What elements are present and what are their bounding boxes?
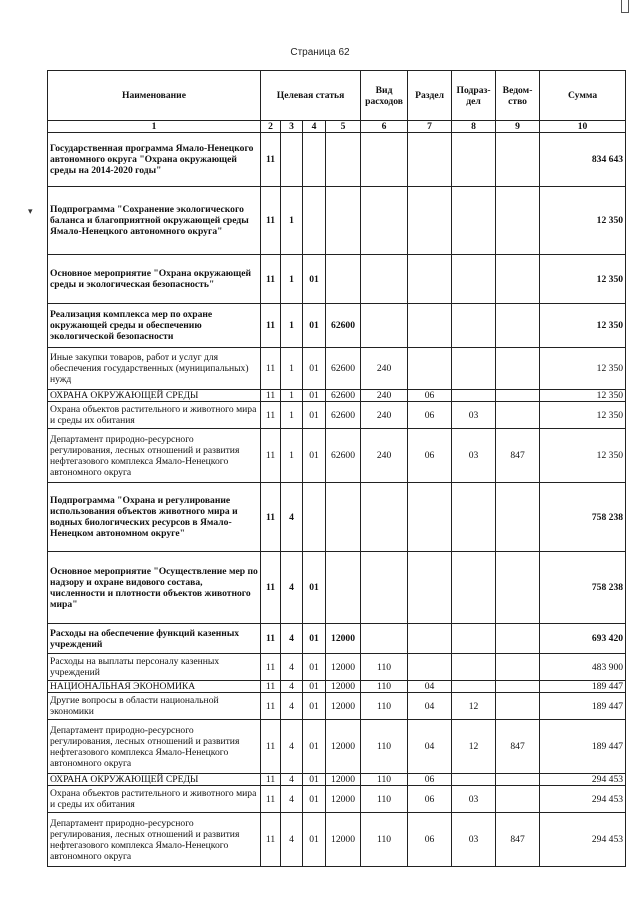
row-name: Реализация комплекса мер по охране окружающей среды и обеспечению экологической безопасности (48, 304, 261, 348)
row-c3: 4 (281, 681, 303, 693)
row-c2: 11 (261, 255, 281, 304)
row-c2: 11 (261, 348, 281, 390)
header-row (48, 71, 626, 121)
row-sum: 483 900 (540, 654, 626, 681)
row-c2: 11 (261, 624, 281, 654)
row-c5: 12000 (326, 681, 361, 693)
row-razdel (408, 187, 452, 255)
row-vedomstvo (496, 624, 540, 654)
row-c5: 12000 (326, 624, 361, 654)
row-vedomstvo (496, 390, 540, 402)
row-c4: 01 (303, 304, 326, 348)
row-podrazdel (452, 133, 496, 187)
stray-mark: ▾ (28, 206, 33, 216)
row-name: Расходы на обеспечение функций казенных учреждений (48, 624, 261, 654)
header-name: Наименование (48, 71, 261, 121)
header-vid: Вид расходов (361, 71, 408, 121)
row-c3: 4 (281, 693, 303, 720)
row-podrazdel (452, 304, 496, 348)
row-razdel (408, 654, 452, 681)
row-c2: 11 (261, 304, 281, 348)
row-vid: 110 (361, 654, 408, 681)
row-c2: 11 (261, 133, 281, 187)
header-podrazdel: Подраз-дел (452, 71, 496, 121)
row-podrazdel: 03 (452, 402, 496, 429)
row-name: Основное мероприятие "Осуществление мер по надзору и охране видового состава, численности и плотности объектов животного мира" (48, 552, 261, 624)
row-c4: 01 (303, 624, 326, 654)
row-vedomstvo (496, 255, 540, 304)
row-name: Другие вопросы в области национальной экономики (48, 693, 261, 720)
row-c4: 01 (303, 681, 326, 693)
row-c5: 12000 (326, 813, 361, 867)
row-c5: 12000 (326, 654, 361, 681)
table-row (48, 255, 626, 304)
row-sum: 758 238 (540, 483, 626, 552)
row-c3: 1 (281, 304, 303, 348)
row-c4: 01 (303, 348, 326, 390)
row-c5: 12000 (326, 774, 361, 786)
row-c5 (326, 187, 361, 255)
row-c4: 01 (303, 402, 326, 429)
row-c5: 12000 (326, 786, 361, 813)
row-vid (361, 552, 408, 624)
header-summa: Сумма (540, 71, 626, 121)
row-vedomstvo (496, 187, 540, 255)
row-c2: 11 (261, 813, 281, 867)
header-target: Целевая статья (261, 71, 361, 121)
row-name: ОХРАНА ОКРУЖАЮЩЕЙ СРЕДЫ (48, 390, 261, 402)
row-c2: 11 (261, 774, 281, 786)
row-vid (361, 304, 408, 348)
row-podrazdel (452, 390, 496, 402)
table-row (48, 429, 626, 483)
row-c2: 11 (261, 552, 281, 624)
table-row (48, 133, 626, 187)
row-c4 (303, 187, 326, 255)
row-c4: 01 (303, 813, 326, 867)
row-c3: 4 (281, 813, 303, 867)
row-c5: 12000 (326, 693, 361, 720)
row-c5: 12000 (326, 720, 361, 774)
row-sum: 12 350 (540, 187, 626, 255)
page-label: Страница 62 (290, 47, 350, 58)
column-number: 2 (261, 121, 281, 133)
column-number: 5 (326, 121, 361, 133)
row-vedomstvo (496, 552, 540, 624)
row-sum: 189 447 (540, 681, 626, 693)
row-podrazdel (452, 348, 496, 390)
row-razdel (408, 255, 452, 304)
row-c2: 11 (261, 681, 281, 693)
row-vid (361, 133, 408, 187)
row-vid (361, 255, 408, 304)
table-row (48, 552, 626, 624)
row-name: Основное мероприятие "Охрана окружающей среды и экологическая безопасность" (48, 255, 261, 304)
row-c4: 01 (303, 390, 326, 402)
row-podrazdel (452, 552, 496, 624)
row-vid: 240 (361, 348, 408, 390)
row-sum: 12 350 (540, 402, 626, 429)
table-row (48, 390, 626, 402)
row-c3: 4 (281, 483, 303, 552)
row-sum: 12 350 (540, 348, 626, 390)
row-podrazdel (452, 483, 496, 552)
row-c4: 01 (303, 654, 326, 681)
row-c2: 11 (261, 483, 281, 552)
row-razdel (408, 624, 452, 654)
column-number: 8 (452, 121, 496, 133)
corner-mark (621, 0, 629, 13)
row-c5: 62600 (326, 390, 361, 402)
row-c2: 11 (261, 390, 281, 402)
row-podrazdel: 12 (452, 720, 496, 774)
column-number: 3 (281, 121, 303, 133)
table-row (48, 693, 626, 720)
row-c4 (303, 133, 326, 187)
row-c4: 01 (303, 774, 326, 786)
row-vid: 110 (361, 693, 408, 720)
table-row (48, 483, 626, 552)
row-name: Охрана объектов растительного и животного мира и среды их обитания (48, 402, 261, 429)
row-sum: 12 350 (540, 390, 626, 402)
row-c2: 11 (261, 654, 281, 681)
row-c3 (281, 133, 303, 187)
row-sum: 294 453 (540, 774, 626, 786)
row-podrazdel (452, 187, 496, 255)
row-podrazdel (452, 654, 496, 681)
row-vedomstvo (496, 304, 540, 348)
row-c3: 1 (281, 429, 303, 483)
column-number: 7 (408, 121, 452, 133)
row-c3: 4 (281, 654, 303, 681)
row-c2: 11 (261, 720, 281, 774)
row-vid: 110 (361, 681, 408, 693)
row-name: Иные закупки товаров, работ и услуг для обеспечения государственных (муниципальных) нужд (48, 348, 261, 390)
table-row (48, 402, 626, 429)
row-name: Подпрограмма "Сохранение экологического баланса и благоприятной окружающей среды Ямало-Ненецкого автономного округа" (48, 187, 261, 255)
row-vid: 240 (361, 390, 408, 402)
header-razdel: Раздел (408, 71, 452, 121)
row-podrazdel: 03 (452, 429, 496, 483)
row-sum: 12 350 (540, 429, 626, 483)
row-podrazdel (452, 255, 496, 304)
row-razdel: 06 (408, 774, 452, 786)
row-name: НАЦИОНАЛЬНАЯ ЭКОНОМИКА (48, 681, 261, 693)
row-name: Подпрограмма "Охрана и регулирование использования объектов животного мира и водных биологических ресурсов в Ямало-Ненецком автономном округе" (48, 483, 261, 552)
row-sum: 12 350 (540, 255, 626, 304)
row-podrazdel (452, 774, 496, 786)
row-sum: 834 643 (540, 133, 626, 187)
column-number: 10 (540, 121, 626, 133)
row-c5: 62600 (326, 348, 361, 390)
row-sum: 693 420 (540, 624, 626, 654)
table-row (48, 681, 626, 693)
column-number-row (48, 121, 626, 133)
row-razdel: 04 (408, 693, 452, 720)
row-vid: 110 (361, 720, 408, 774)
row-razdel (408, 348, 452, 390)
row-podrazdel: 03 (452, 786, 496, 813)
row-c5 (326, 552, 361, 624)
row-name: Департамент природно-ресурсного регулирования, лесных отношений и развития нефтегазового комплекса Ямало-Ненецкого автономного округа (48, 720, 261, 774)
row-c3: 4 (281, 786, 303, 813)
row-vedomstvo (496, 348, 540, 390)
row-name: Департамент природно-ресурсного регулирования, лесных отношений и развития нефтегазового комплекса Ямало-Ненецкого автономного округа (48, 429, 261, 483)
row-c4: 01 (303, 693, 326, 720)
row-sum: 189 447 (540, 720, 626, 774)
row-vedomstvo (496, 786, 540, 813)
column-number: 1 (48, 121, 261, 133)
row-c5 (326, 255, 361, 304)
row-c3: 4 (281, 774, 303, 786)
row-c3: 1 (281, 187, 303, 255)
row-sum: 189 447 (540, 693, 626, 720)
row-razdel (408, 552, 452, 624)
row-vedomstvo (496, 693, 540, 720)
row-c5: 62600 (326, 402, 361, 429)
column-number: 6 (361, 121, 408, 133)
row-podrazdel: 03 (452, 813, 496, 867)
row-c2: 11 (261, 429, 281, 483)
table-row (48, 654, 626, 681)
row-podrazdel: 12 (452, 693, 496, 720)
row-c4: 01 (303, 255, 326, 304)
row-vedomstvo (496, 774, 540, 786)
row-c3: 1 (281, 348, 303, 390)
row-name: Охрана объектов растительного и животного мира и среды их обитания (48, 786, 261, 813)
row-razdel: 04 (408, 681, 452, 693)
row-vid: 110 (361, 774, 408, 786)
row-c3: 1 (281, 402, 303, 429)
row-vid: 240 (361, 429, 408, 483)
column-number: 4 (303, 121, 326, 133)
row-vedomstvo (496, 133, 540, 187)
row-sum: 294 453 (540, 813, 626, 867)
row-vedomstvo (496, 483, 540, 552)
row-c4 (303, 483, 326, 552)
row-vedomstvo: 847 (496, 429, 540, 483)
row-razdel: 06 (408, 813, 452, 867)
table-row (48, 720, 626, 774)
row-c4: 01 (303, 552, 326, 624)
row-razdel: 06 (408, 402, 452, 429)
table-row (48, 774, 626, 786)
row-razdel (408, 133, 452, 187)
row-podrazdel (452, 624, 496, 654)
row-razdel: 06 (408, 786, 452, 813)
table-row (48, 786, 626, 813)
row-c2: 11 (261, 786, 281, 813)
column-number: 9 (496, 121, 540, 133)
row-c5 (326, 483, 361, 552)
table-row (48, 187, 626, 255)
row-sum: 12 350 (540, 304, 626, 348)
table-row (48, 348, 626, 390)
budget-table (47, 70, 626, 867)
row-vedomstvo (496, 681, 540, 693)
row-c4: 01 (303, 429, 326, 483)
row-razdel (408, 483, 452, 552)
row-c3: 4 (281, 624, 303, 654)
row-c3: 4 (281, 720, 303, 774)
row-c2: 11 (261, 693, 281, 720)
row-c5: 62600 (326, 304, 361, 348)
row-c2: 11 (261, 402, 281, 429)
row-name: Государственная программа Ямало-Ненецкого автономного округа "Охрана окружающей среды на 2014-2020 годы" (48, 133, 261, 187)
row-sum: 294 453 (540, 786, 626, 813)
header-vedomstvo: Ведом-ство (496, 71, 540, 121)
row-razdel (408, 304, 452, 348)
row-c4: 01 (303, 786, 326, 813)
row-name: ОХРАНА ОКРУЖАЮЩЕЙ СРЕДЫ (48, 774, 261, 786)
table-row (48, 813, 626, 867)
table-row (48, 624, 626, 654)
row-vedomstvo (496, 402, 540, 429)
row-c5: 62600 (326, 429, 361, 483)
row-name: Департамент природно-ресурсного регулирования, лесных отношений и развития нефтегазового комплекса Ямало-Ненецкого автономного округа (48, 813, 261, 867)
row-vedomstvo: 847 (496, 813, 540, 867)
row-razdel: 06 (408, 429, 452, 483)
row-podrazdel (452, 681, 496, 693)
row-vid: 110 (361, 786, 408, 813)
row-razdel: 04 (408, 720, 452, 774)
table-row (48, 304, 626, 348)
row-c2: 11 (261, 187, 281, 255)
row-c4: 01 (303, 720, 326, 774)
row-vid (361, 624, 408, 654)
row-razdel: 06 (408, 390, 452, 402)
row-sum: 758 238 (540, 552, 626, 624)
row-vid (361, 483, 408, 552)
row-vid (361, 187, 408, 255)
row-vedomstvo: 847 (496, 720, 540, 774)
row-vid: 240 (361, 402, 408, 429)
row-vedomstvo (496, 654, 540, 681)
row-c5 (326, 133, 361, 187)
row-name: Расходы на выплаты персоналу казенных учреждений (48, 654, 261, 681)
row-c3: 4 (281, 552, 303, 624)
row-c3: 1 (281, 255, 303, 304)
row-vid: 110 (361, 813, 408, 867)
row-c3: 1 (281, 390, 303, 402)
